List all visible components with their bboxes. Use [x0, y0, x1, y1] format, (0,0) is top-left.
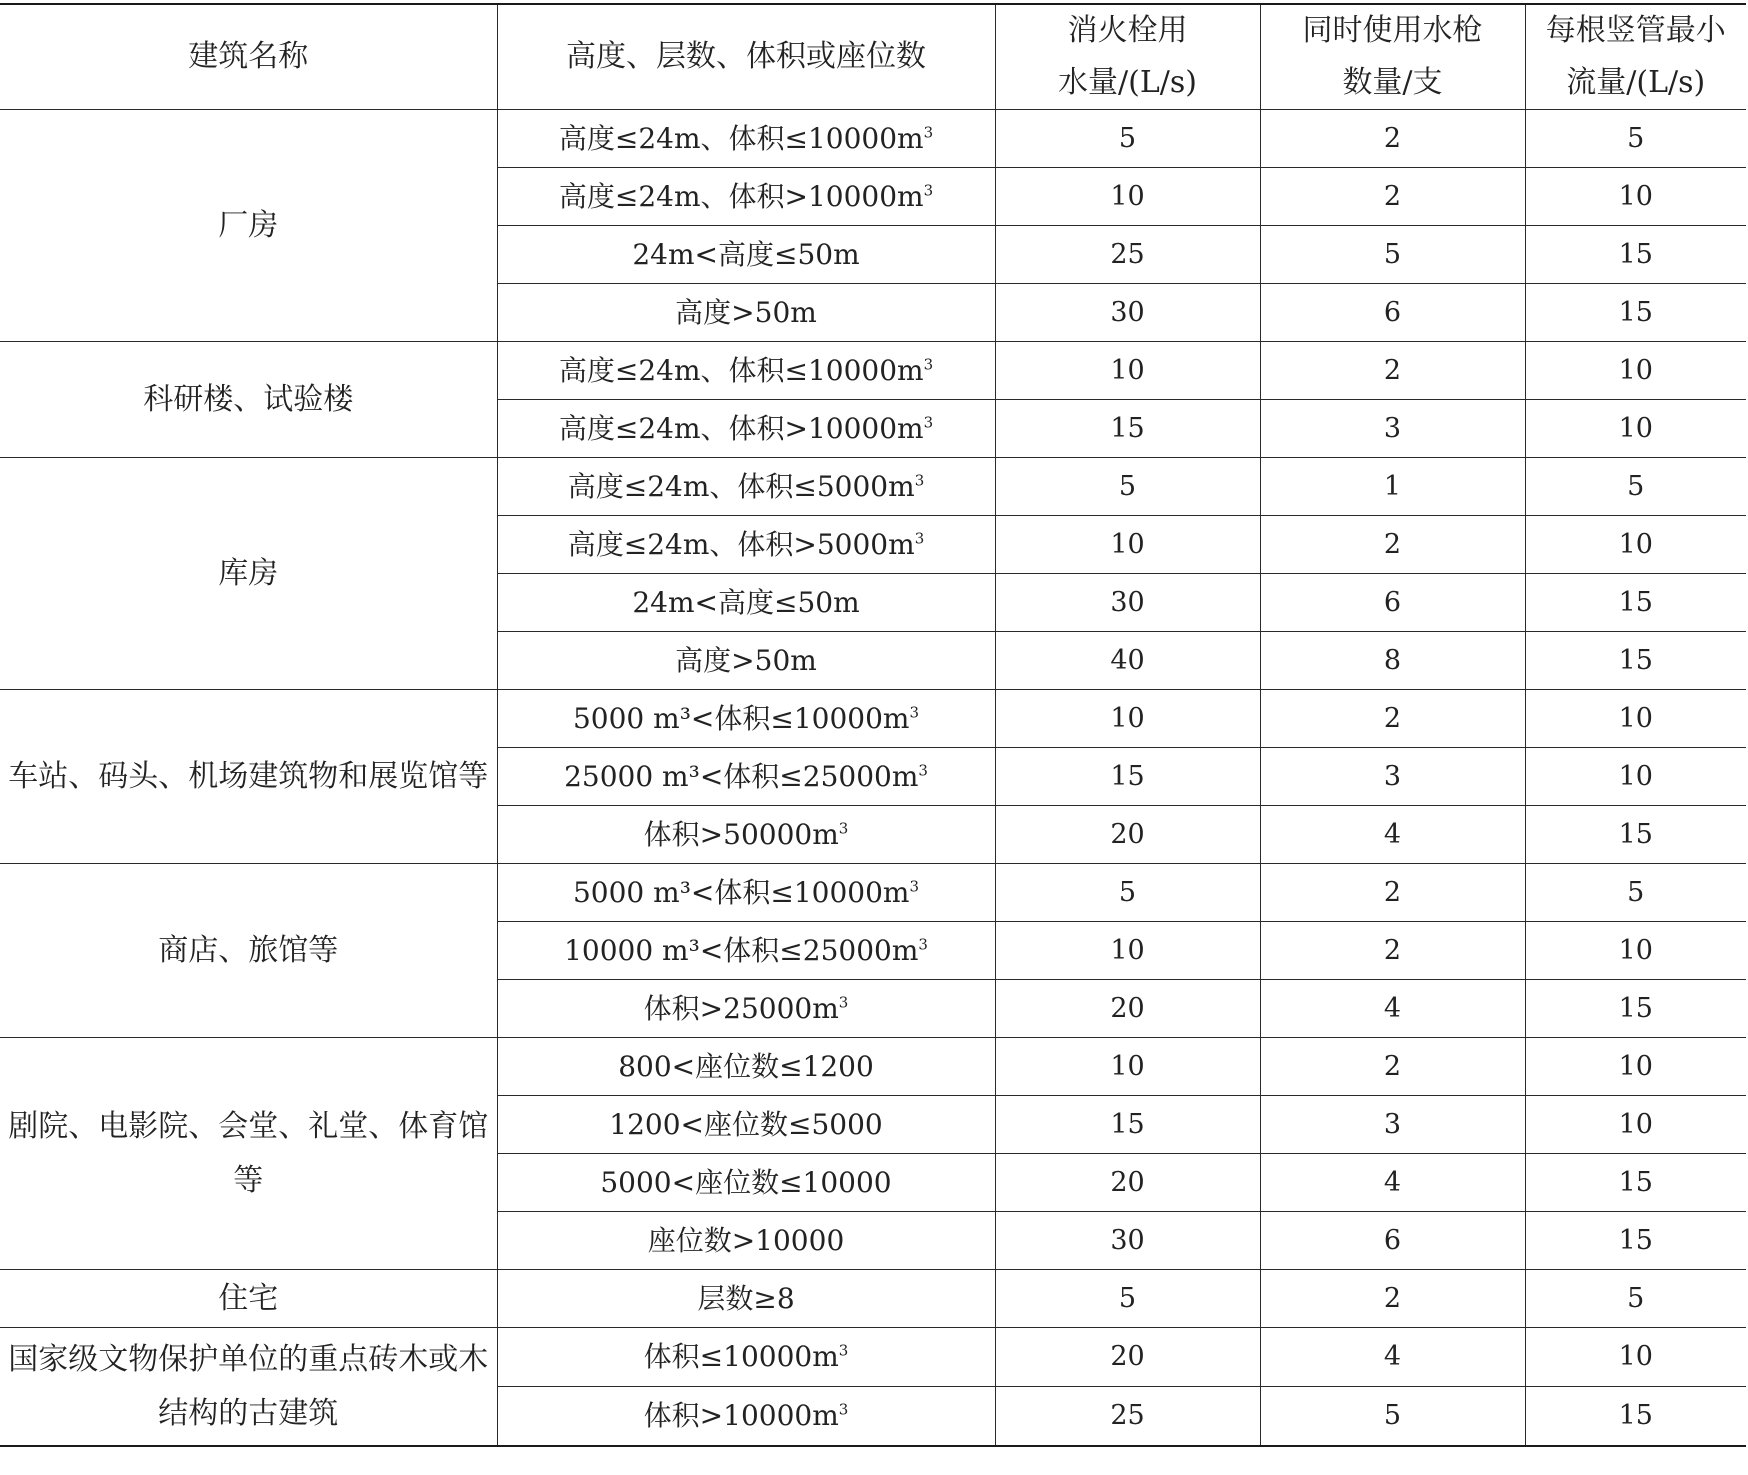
- building-name-cell: 库房: [0, 458, 497, 690]
- header-riser-min-flow-line2: 流量/(L/s): [1566, 65, 1706, 100]
- condition-text: 高度>50m: [675, 643, 817, 677]
- superscript-exponent: 3: [838, 1341, 849, 1360]
- riser-min-flow-cell: 10: [1525, 690, 1746, 748]
- condition-cell: [497, 922, 995, 980]
- hydrant-flow-cell: 5: [995, 1270, 1260, 1328]
- condition-cell: [497, 458, 995, 516]
- building-name-cell: 科研楼、试验楼: [0, 342, 497, 458]
- hydrant-flow-cell: 30: [995, 574, 1260, 632]
- condition-cell: [497, 1387, 995, 1447]
- hydrant-flow-cell: 5: [995, 110, 1260, 168]
- superscript-exponent: 3: [914, 471, 925, 490]
- hydrant-flow-cell: 20: [995, 1328, 1260, 1387]
- riser-min-flow-cell: 10: [1525, 400, 1746, 458]
- nozzle-count-cell: 2: [1260, 168, 1525, 226]
- table-row: [0, 864, 1746, 922]
- condition-cell: [497, 1270, 995, 1328]
- condition-cell: [497, 1096, 995, 1154]
- hydrant-flow-cell: 10: [995, 1038, 1260, 1096]
- header-building-name: 建筑名称: [0, 4, 497, 110]
- condition-text: 5000 m³<体积≤10000m: [572, 701, 910, 735]
- riser-min-flow-cell: 15: [1525, 806, 1746, 864]
- building-name-cell: 厂房: [0, 110, 497, 342]
- superscript-exponent: 3: [909, 703, 920, 722]
- riser-min-flow-cell: 10: [1525, 342, 1746, 400]
- hydrant-flow-cell: 20: [995, 1154, 1260, 1212]
- condition-text: 高度≤24m、体积>5000m: [567, 527, 915, 561]
- condition-text: 高度≤24m、体积>10000m: [558, 411, 924, 445]
- nozzle-count-cell: 2: [1260, 1038, 1525, 1096]
- condition-cell: [497, 342, 995, 400]
- condition-text: 体积>50000m: [643, 817, 839, 851]
- table-row: [0, 458, 1746, 516]
- superscript-exponent: 3: [918, 935, 928, 954]
- hydrant-flow-cell: 10: [995, 168, 1260, 226]
- superscript-exponent: 3: [914, 529, 925, 548]
- condition-text: 体积≤10000m: [643, 1340, 839, 1373]
- condition-cell: [497, 1328, 995, 1387]
- condition-text: 高度≤24m、体积>10000m: [558, 179, 924, 213]
- condition-cell: [497, 574, 995, 632]
- condition-cell: [497, 864, 995, 922]
- fire-hydrant-water-table: [0, 3, 1746, 1447]
- condition-text: 高度≤24m、体积≤5000m: [567, 469, 915, 503]
- table-body: [0, 110, 1746, 1447]
- riser-min-flow-cell: 10: [1525, 168, 1746, 226]
- header-hydrant-flow-line2: 水量/(L/s): [1058, 65, 1197, 100]
- nozzle-count-cell: 2: [1260, 1270, 1525, 1328]
- condition-text: 24m<高度≤50m: [632, 585, 860, 619]
- hydrant-flow-cell: 10: [995, 342, 1260, 400]
- building-name-cell: 车站、码头、机场建筑物和展览馆等: [0, 690, 497, 864]
- superscript-exponent: 3: [923, 123, 934, 142]
- condition-text: 体积>25000m: [643, 991, 839, 1025]
- riser-min-flow-cell: 5: [1525, 458, 1746, 516]
- superscript-exponent: 3: [918, 761, 928, 780]
- condition-text: 高度>50m: [675, 295, 817, 329]
- condition-text: 25000 m³<体积≤25000m: [564, 759, 919, 793]
- condition-cell: [497, 1038, 995, 1096]
- nozzle-count-cell: 6: [1260, 574, 1525, 632]
- condition-cell: [497, 284, 995, 342]
- header-riser-min-flow: [1525, 4, 1746, 110]
- nozzle-count-cell: 4: [1260, 1328, 1525, 1387]
- riser-min-flow-cell: 10: [1525, 922, 1746, 980]
- hydrant-flow-cell: 10: [995, 516, 1260, 574]
- riser-min-flow-cell: 15: [1525, 1387, 1746, 1447]
- nozzle-count-cell: 6: [1260, 284, 1525, 342]
- nozzle-count-cell: 3: [1260, 1096, 1525, 1154]
- nozzle-count-cell: 2: [1260, 110, 1525, 168]
- nozzle-count-cell: 8: [1260, 632, 1525, 690]
- riser-min-flow-cell: 5: [1525, 864, 1746, 922]
- superscript-exponent: 3: [923, 181, 934, 200]
- condition-text: 5000 m³<体积≤10000m: [572, 875, 910, 909]
- condition-cell: [497, 110, 995, 168]
- riser-min-flow-cell: 10: [1525, 1038, 1746, 1096]
- nozzle-count-cell: 6: [1260, 1212, 1525, 1270]
- condition-cell: [497, 516, 995, 574]
- nozzle-count-cell: 1: [1260, 458, 1525, 516]
- condition-text: 座位数>10000: [647, 1223, 845, 1257]
- hydrant-flow-cell: 25: [995, 226, 1260, 284]
- condition-cell: [497, 168, 995, 226]
- condition-cell: [497, 226, 995, 284]
- hydrant-flow-cell: 20: [995, 980, 1260, 1038]
- riser-min-flow-cell: 10: [1525, 748, 1746, 806]
- superscript-exponent: 3: [838, 993, 849, 1012]
- building-name-cell: 商店、旅馆等: [0, 864, 497, 1038]
- riser-min-flow-cell: 15: [1525, 1154, 1746, 1212]
- condition-text: 800<座位数≤1200: [618, 1049, 874, 1083]
- header-hydrant-flow-line1: 消火栓用: [1067, 13, 1188, 48]
- table-row: [0, 1328, 1746, 1387]
- riser-min-flow-cell: 10: [1525, 1096, 1746, 1154]
- nozzle-count-cell: 4: [1260, 806, 1525, 864]
- condition-text: 5000<座位数≤10000: [600, 1165, 892, 1199]
- nozzle-count-cell: 2: [1260, 516, 1525, 574]
- table-row: [0, 1038, 1746, 1096]
- hydrant-flow-cell: 15: [995, 1096, 1260, 1154]
- condition-text: 24m<高度≤50m: [632, 237, 860, 271]
- hydrant-flow-cell: 5: [995, 864, 1260, 922]
- table-row: [0, 342, 1746, 400]
- header-nozzle-count-line2: 数量/支: [1342, 65, 1443, 100]
- nozzle-count-cell: 3: [1260, 400, 1525, 458]
- riser-min-flow-cell: 15: [1525, 574, 1746, 632]
- header-nozzle-count-line1: 同时使用水枪: [1302, 13, 1483, 48]
- hydrant-flow-cell: 10: [995, 690, 1260, 748]
- hydrant-flow-cell: 10: [995, 922, 1260, 980]
- hydrant-flow-cell: 30: [995, 1212, 1260, 1270]
- hydrant-flow-cell: 40: [995, 632, 1260, 690]
- condition-cell: [497, 1154, 995, 1212]
- header-hydrant-flow: [995, 4, 1260, 110]
- superscript-exponent: 3: [838, 819, 849, 838]
- condition-text: 高度≤24m、体积≤10000m: [558, 121, 924, 155]
- hydrant-flow-cell: 30: [995, 284, 1260, 342]
- hydrant-flow-cell: 20: [995, 806, 1260, 864]
- nozzle-count-cell: 4: [1260, 980, 1525, 1038]
- condition-cell: [497, 980, 995, 1038]
- condition-cell: [497, 632, 995, 690]
- riser-min-flow-cell: 15: [1525, 632, 1746, 690]
- header-condition: 高度、层数、体积或座位数: [497, 4, 995, 110]
- header-row: [0, 4, 1746, 110]
- condition-cell: [497, 806, 995, 864]
- condition-cell: [497, 690, 995, 748]
- header-riser-min-flow-line1: 每根竖管最小: [1545, 13, 1726, 48]
- hydrant-flow-cell: 5: [995, 458, 1260, 516]
- hydrant-flow-cell: 15: [995, 400, 1260, 458]
- condition-text: 10000 m³<体积≤25000m: [564, 933, 919, 967]
- condition-cell: [497, 748, 995, 806]
- building-name-cell: 国家级文物保护单位的重点砖木或木结构的古建筑: [0, 1328, 497, 1447]
- nozzle-count-cell: 2: [1260, 342, 1525, 400]
- condition-cell: [497, 400, 995, 458]
- nozzle-count-cell: 2: [1260, 922, 1525, 980]
- condition-text: 1200<座位数≤5000: [609, 1107, 883, 1141]
- table-row: [0, 690, 1746, 748]
- building-name-cell: 住宅: [0, 1270, 497, 1328]
- riser-min-flow-cell: 10: [1525, 516, 1746, 574]
- riser-min-flow-cell: 5: [1525, 110, 1746, 168]
- superscript-exponent: 3: [923, 355, 934, 374]
- superscript-exponent: 3: [909, 877, 920, 896]
- riser-min-flow-cell: 10: [1525, 1328, 1746, 1387]
- hydrant-flow-cell: 25: [995, 1387, 1260, 1447]
- condition-text: 高度≤24m、体积≤10000m: [558, 353, 924, 387]
- nozzle-count-cell: 5: [1260, 1387, 1525, 1447]
- hydrant-flow-cell: 15: [995, 748, 1260, 806]
- superscript-exponent: 3: [838, 1400, 849, 1419]
- nozzle-count-cell: 2: [1260, 864, 1525, 922]
- table-row: [0, 110, 1746, 168]
- riser-min-flow-cell: 15: [1525, 226, 1746, 284]
- condition-cell: [497, 1212, 995, 1270]
- table-row: [0, 1270, 1746, 1328]
- nozzle-count-cell: 4: [1260, 1154, 1525, 1212]
- condition-text: 层数≥8: [697, 1281, 795, 1315]
- condition-text: 体积>10000m: [643, 1399, 839, 1432]
- riser-min-flow-cell: 15: [1525, 1212, 1746, 1270]
- nozzle-count-cell: 5: [1260, 226, 1525, 284]
- building-name-cell: 剧院、电影院、会堂、礼堂、体育馆等: [0, 1038, 497, 1270]
- superscript-exponent: 3: [923, 413, 934, 432]
- riser-min-flow-cell: 5: [1525, 1270, 1746, 1328]
- header-nozzle-count: [1260, 4, 1525, 110]
- nozzle-count-cell: 3: [1260, 748, 1525, 806]
- nozzle-count-cell: 2: [1260, 690, 1525, 748]
- riser-min-flow-cell: 15: [1525, 980, 1746, 1038]
- riser-min-flow-cell: 15: [1525, 284, 1746, 342]
